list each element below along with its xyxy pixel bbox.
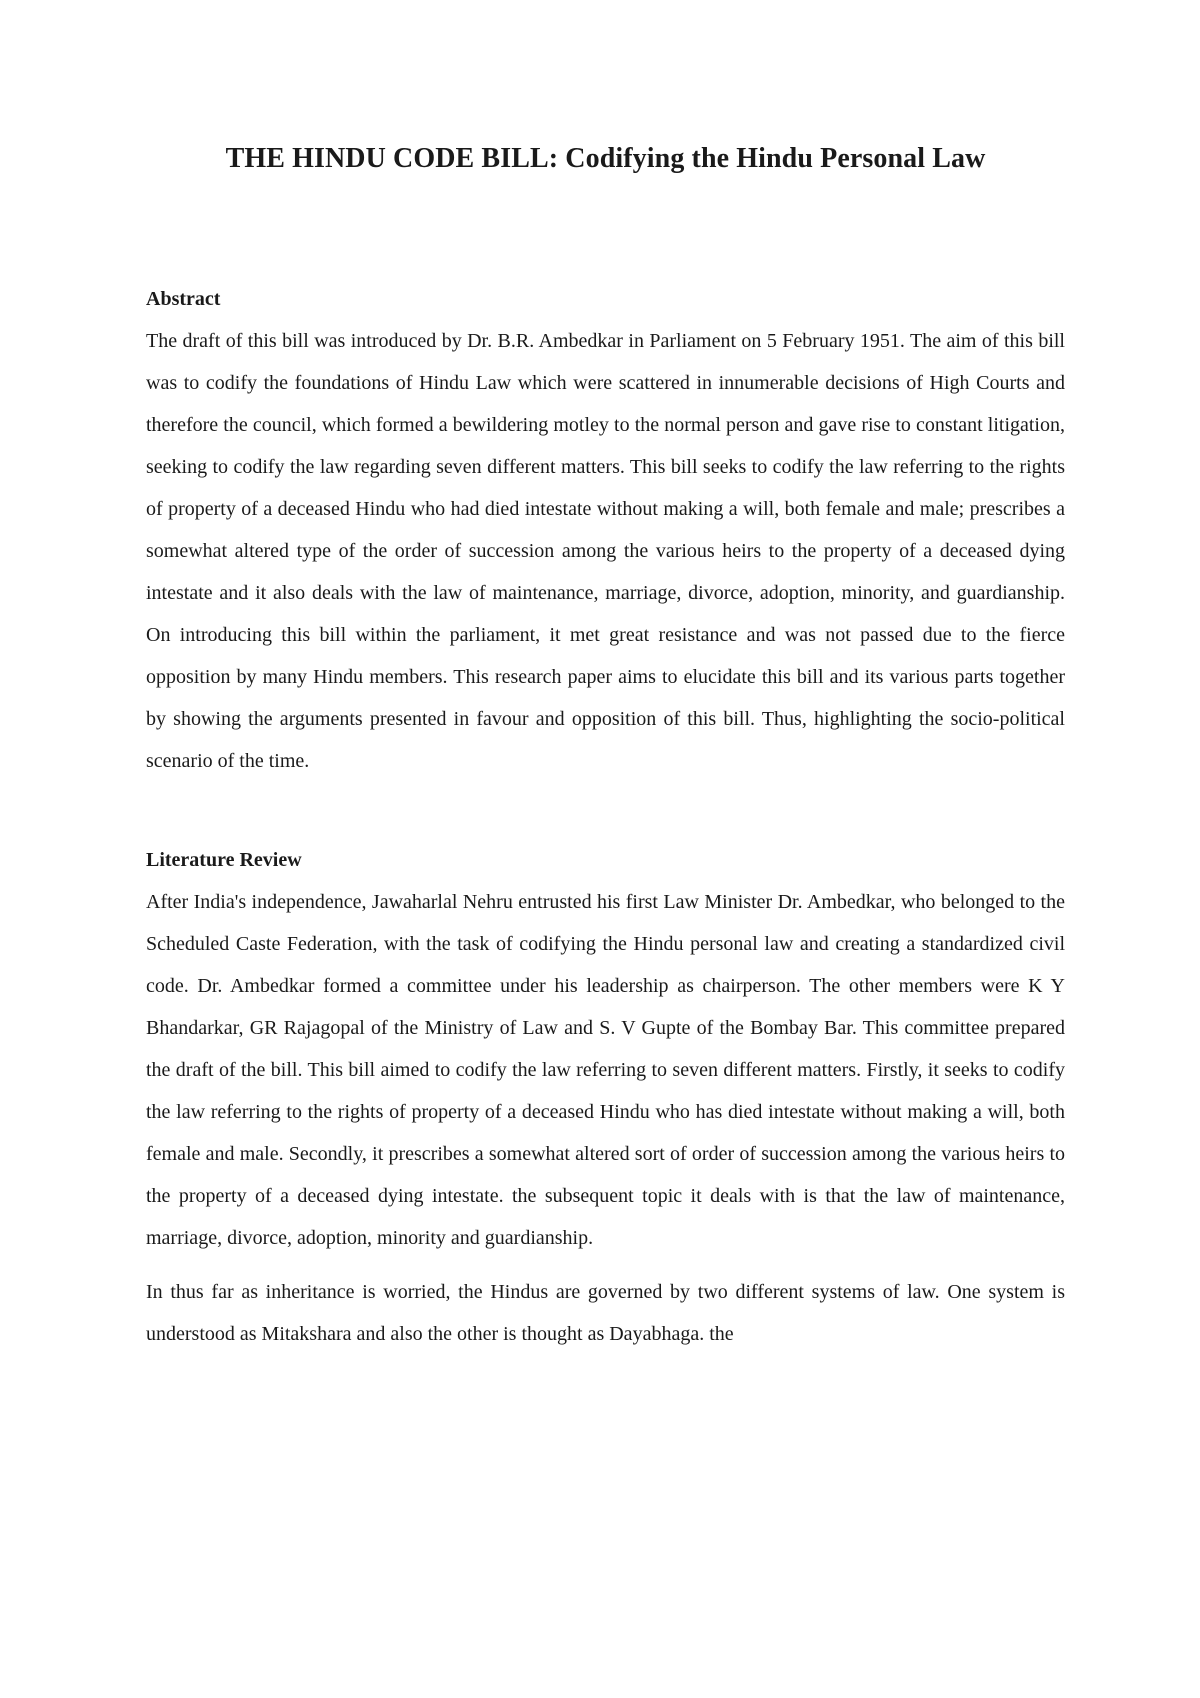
literature-review-paragraph-1: After India's independence, Jawaharlal Nehru entrusted his first Law Minister Dr. Ambedkar, who belonged to the Scheduled Caste Federation, with the task of codifying the Hindu personal law and creating a standardized civil code. Dr. Ambedkar formed a committee under his leadership as chairperson. The other members were K Y Bhandarkar, GR Rajagopal of the Ministry of Law and S. V Gupte of the Bombay Bar. This committee prepared the draft of the bill. This bill aimed to codify the law referring to seven different matters. Firstly, it seeks to codify the law referring to the rights of property of a deceased Hindu who has died intestate without making a will, both female and male. Secondly, it prescribes a somewhat altered sort of order of succession among the various heirs to the property of a deceased dying intestate. the subsequent topic it deals with is that the law of maintenance, marriage, divorce, adoption, minority and guardianship. <box>146 891 1065 1249</box>
literature-review-heading: Literature Review <box>146 849 302 871</box>
abstract-heading: Abstract <box>146 288 221 310</box>
literature-review-paragraph-2: In thus far as inheritance is worried, the Hindus are governed by two different systems of law. One system is understood as Mitakshara and also the other is thought as Dayabhaga. the <box>146 1281 1065 1345</box>
abstract-section <box>146 284 1065 782</box>
literature-review-section <box>146 845 1065 1355</box>
abstract-paragraph: The draft of this bill was introduced by Dr. B.R. Ambedkar in Parliament on 5 February 1951. The aim of this bill was to codify the foundations of Hindu Law which were scattered in innumerable decisions of High Courts and therefore the council, which formed a bewildering motley to the normal person and gave rise to constant litigation, seeking to codify the law regarding seven different matters. This bill seeks to codify the law referring to the rights of property of a deceased Hindu who had died intestate without making a will, both female and male; prescribes a somewhat altered type of the order of succession among the various heirs to the property of a deceased dying intestate and it also deals with the law of maintenance, marriage, divorce, adoption, minority, and guardianship. On introducing this bill within the parliament, it met great resistance and was not passed due to the fierce opposition by many Hindu members. This research paper aims to elucidate this bill and its various parts together by showing the arguments presented in favour and opposition of this bill. Thus, highlighting the socio-political scenario of the time. <box>146 330 1065 772</box>
document-title: THE HINDU CODE BILL: Codifying the Hindu Personal Law <box>225 143 986 174</box>
